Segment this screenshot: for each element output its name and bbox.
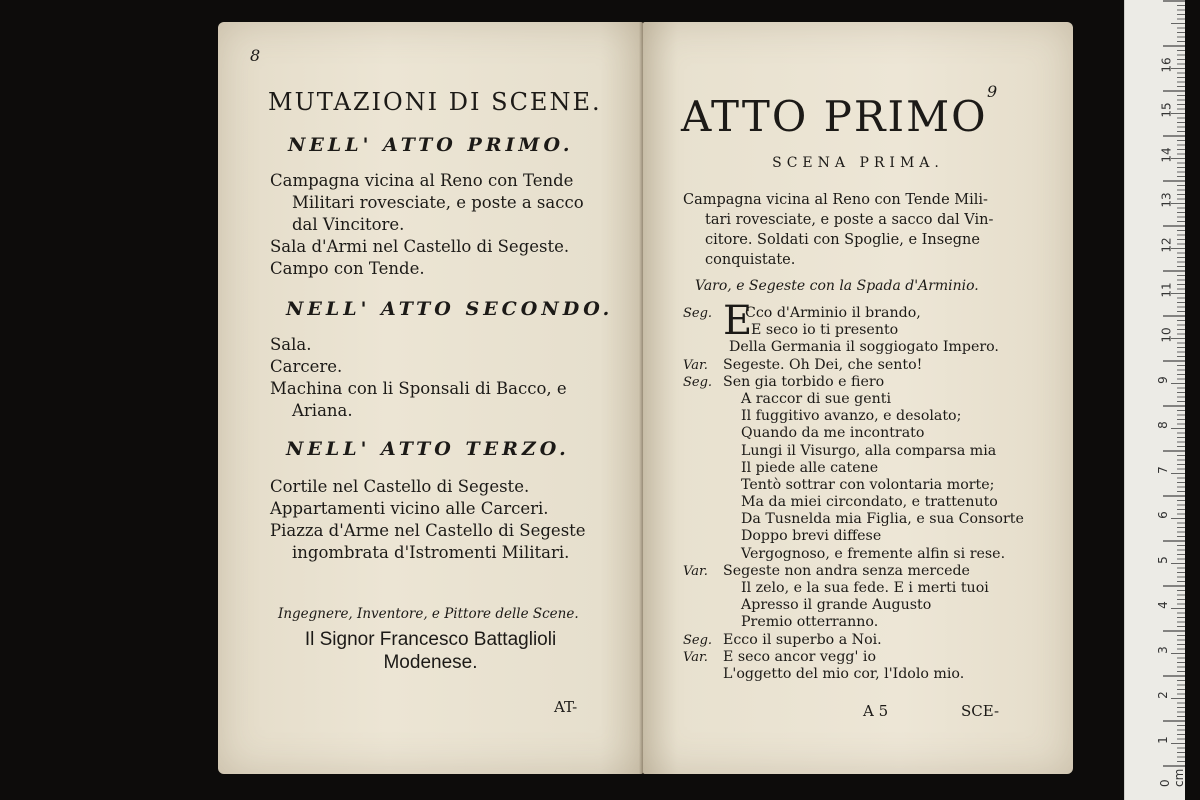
scene-description [683, 190, 993, 270]
dialogue-line [683, 408, 1024, 425]
scene-characters: Varo, e Segeste con la Spada d'Arminio. [695, 278, 979, 294]
ruler-label: 6 [1155, 511, 1170, 519]
speaker: Seg. [683, 374, 713, 390]
ruler-scale [1125, 0, 1185, 800]
ruler-label: 10 [1159, 327, 1174, 343]
dialogue-text: Quando da me incontrato [741, 425, 925, 442]
dialogue-text: Vergognoso, e fremente alfin si rese. [741, 545, 1006, 562]
dialogue-line [683, 528, 1024, 545]
dialogue-text: Segeste non andra senza mercede [723, 562, 970, 579]
ruler-label: 12 [1159, 237, 1174, 253]
dialogue-text: Il zelo, e la sua fede. E i merti tuoi [741, 580, 989, 596]
scene-line: dal Vincitore. [292, 215, 405, 234]
scene-line: Machina con li Sponsali di Bacco, e [270, 379, 567, 398]
dialogue-text: E seco io ti presento [751, 322, 899, 339]
dialogue-text: Della Germania il soggiogato Impero. [729, 339, 999, 356]
left-page [218, 22, 643, 774]
scene-line: Carcere. [270, 357, 343, 376]
speaker: Seg. [683, 306, 713, 321]
ruler-label: 9 [1155, 376, 1170, 384]
description-line: Campagna vicina al Reno con Tende Mili- [683, 192, 988, 208]
scene-line: Appartamenti vicino alle Carceri. [270, 499, 549, 518]
speaker: Seg. [683, 632, 713, 648]
act-three-scene-list [270, 476, 586, 564]
dialogue-text: Doppo brevi diffese [741, 528, 882, 545]
dialogue-line [683, 391, 1024, 408]
scene-line: ingombrata d'Istromenti Militari. [292, 543, 570, 562]
dialogue-text: Sen gia torbido e fiero [723, 373, 885, 390]
dialogue-line [683, 425, 1024, 442]
dialogue-text: Apresso il grande Augusto [741, 597, 932, 614]
act-one-title: NELL' ATTO PRIMO. [288, 134, 574, 156]
scene-designer-label: Ingegnere, Inventore, e Pittore delle Scene. [278, 606, 579, 622]
dialogue-line [683, 511, 1024, 528]
dialogue-line [683, 546, 1024, 563]
dialogue-line [683, 322, 1024, 339]
dialogue-text: Il fuggitivo avanzo, e desolato; [741, 408, 962, 425]
act-one-scene-list [270, 170, 584, 280]
dialogue-line [683, 374, 1024, 391]
speaker: Var. [683, 563, 708, 579]
scene-line: Campagna vicina al Reno con Tende [270, 171, 574, 190]
dialogue-line [683, 494, 1024, 511]
ruler-label: 15 [1159, 102, 1174, 118]
act-three-title: NELL' ATTO TERZO. [286, 438, 570, 460]
ruler-label: 13 [1159, 192, 1174, 208]
dialogue-block [683, 298, 1024, 683]
ruler-label: 0 cm [1158, 768, 1186, 787]
scene-designer-name: Il Signor Francesco Battaglioli [304, 629, 557, 650]
ruler-label: 7 [1155, 466, 1170, 474]
act-two-title: NELL' ATTO SECONDO. [286, 298, 614, 320]
dialogue-text: Premio otterranno. [741, 614, 879, 631]
dialogue-line [683, 580, 1024, 597]
ruler-label: 11 [1159, 282, 1174, 298]
act-title: ATTO PRIMO [681, 92, 988, 141]
dialogue-line [683, 597, 1024, 614]
dialogue-line [683, 443, 1024, 460]
dialogue-text: Cco d'Arminio il brando, [745, 305, 921, 321]
dialogue-text: Tentò sottrar con volontaria morte; [741, 476, 995, 493]
ruler-label: 3 [1155, 646, 1170, 654]
description-line: conquistate. [705, 252, 796, 268]
ruler-label: 1 [1155, 736, 1170, 744]
scene-line: Campo con Tende. [270, 259, 425, 278]
dialogue-text: Ma da miei circondato, e trattenuto [741, 494, 998, 511]
signature-mark: A 5 [863, 702, 889, 720]
open-book [212, 14, 1082, 776]
dialogue-line [683, 339, 1024, 356]
right-catchword: SCE- [961, 702, 1000, 720]
dialogue-text: Da Tusnelda mia Figlia, e sua Consorte [741, 511, 1024, 528]
right-page [643, 22, 1073, 774]
dialogue-line [683, 632, 1024, 649]
scene-designer-origin: Modenese. [383, 652, 478, 673]
speaker: Var. [683, 649, 708, 665]
scene-line: Sala. [270, 335, 312, 354]
dialogue-line [683, 649, 1024, 666]
dialogue-line [683, 305, 1024, 322]
scene-line: Ariana. [292, 401, 353, 420]
ruler-label: 5 [1155, 556, 1170, 564]
scene-line: Militari rovesciate, e poste a sacco [292, 193, 584, 212]
ruler-label: 14 [1159, 147, 1174, 163]
ruler-label: 2 [1155, 691, 1170, 699]
scene-line: Piazza d'Arme nel Castello di Segeste [270, 521, 586, 540]
speaker: Var. [683, 357, 708, 373]
description-line: tari rovesciate, e poste a sacco dal Vin- [705, 212, 994, 228]
left-catchword: AT- [554, 698, 578, 716]
dialogue-line [683, 614, 1024, 631]
dialogue-text: Il piede alle catene [741, 459, 879, 476]
ruler-label: 16 [1159, 57, 1174, 73]
scene-line: Sala d'Armi nel Castello di Segeste. [270, 237, 570, 256]
dialogue-text: A raccor di sue genti [741, 390, 892, 407]
dialogue-line [683, 460, 1024, 477]
scene-title: SCENA PRIMA. [772, 155, 944, 171]
dialogue-line [683, 357, 1024, 374]
dialogue-line [683, 563, 1024, 580]
act-two-scene-list [270, 334, 567, 422]
description-line: citore. Soldati con Spoglie, e Insegne [705, 232, 980, 248]
dialogue-line [683, 477, 1024, 494]
dialogue-text: Ecco il superbo a Noi. [723, 631, 882, 648]
dialogue-line [683, 666, 1024, 683]
measurement-ruler [1124, 0, 1185, 800]
left-page-number: 8 [250, 46, 261, 65]
drop-cap: E [723, 298, 753, 344]
dialogue-text: Segeste. Oh Dei, che sento! [723, 356, 923, 373]
ruler-label: 8 [1155, 421, 1170, 429]
dialogue-text: Lungi il Visurgo, alla comparsa mia [741, 442, 997, 459]
scene-line: Cortile nel Castello di Segeste. [270, 477, 530, 496]
left-page-heading: MUTAZIONI DI SCENE. [268, 88, 602, 116]
right-page-number: 9 [987, 82, 998, 101]
dialogue-text: E seco ancor vegg' io [723, 648, 876, 665]
ruler-label: 4 [1155, 601, 1170, 609]
dialogue-text: L'oggetto del mio cor, l'Idolo mio. [723, 665, 965, 682]
